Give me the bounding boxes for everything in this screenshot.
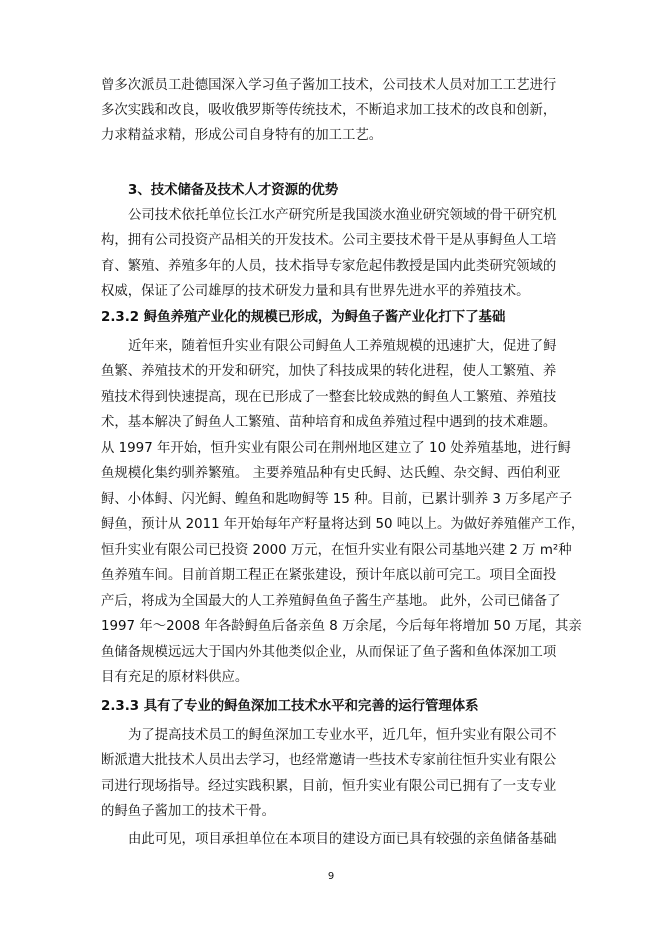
body-line: 鱼规模化集约驯养繁殖。 主要养殖品种有史氏鲟、达氏鳇、杂交鲟、西伯利亚 (101, 466, 561, 481)
body-line: 司进行现场指导。经过实践积累，目前，恒升实业有限公司已拥有了一支专业 (101, 779, 557, 794)
body-line: 由此可见，项目承担单位在本项目的建设方面已具有较强的亲鱼储备基础 (128, 832, 557, 847)
body-line: 殖技术得到快速提高，现在已形成了一整套比较成熟的鲟鱼人工繁殖、养殖技 (101, 390, 557, 405)
page-number: 9 (327, 871, 335, 882)
body-line: 公司技术依托单位长江水产研究所是我国淡水渔业研究领域的骨干研究机 (128, 208, 557, 223)
body-line: 多次实践和改良，吸收俄罗斯等传统技术，不断追求加工技术的改良和创新， (101, 103, 557, 118)
body-line: 术，基本解决了鲟鱼人工繁殖、苗种培育和成鱼养殖过程中遇到的技术难题。 (101, 415, 557, 430)
subsection-heading: 3、技术储备及技术人才资源的优势 (128, 183, 339, 198)
body-line: 1997 年～2008 年各龄鲟鱼后备亲鱼 8 万余尾，今后每年将增加 50 万尾，其亲 (101, 619, 582, 634)
body-line: 鱼储备规模远远大于国内外其他类似企业，从而保证了鱼子酱和鱼体深加工项 (101, 645, 557, 660)
body-line: 恒升实业有限公司已投资 2000 万元，在恒升实业有限公司基地兴建 2 万 m²种 (101, 543, 572, 558)
body-line: 鲟鱼，预计从 2011 年开始每年产籽量将达到 50 吨以上。为做好养殖催产工作， (101, 517, 585, 532)
section-heading-2-3-3: 2.3.3 具有了专业的鲟鱼深加工技术水平和完善的运行管理体系 (101, 699, 479, 714)
section-heading-2-3-2: 2.3.2 鲟鱼养殖产业化的规模已形成，为鲟鱼子酱产业化打下了基础 (101, 310, 506, 325)
body-line: 育、繁殖、养殖多年的人员，技术指导专家危起伟教授是国内此类研究领域的 (101, 259, 557, 274)
body-line: 鱼繁、养殖技术的开发和研究，加快了科技成果的转化进程，使人工繁殖、养 (101, 364, 557, 379)
body-line: 目有充足的原材料供应。 (101, 670, 249, 685)
body-line: 曾多次派员工赴德国深入学习鱼子酱加工技术，公司技术人员对加工工艺进行 (101, 78, 557, 93)
body-line: 断派遣大批技术人员出去学习，也经常邀请一些技术专家前往恒升实业有限公 (101, 753, 557, 768)
body-line: 权威，保证了公司雄厚的技术研发力量和具有世界先进水平的养殖技术。 (101, 284, 530, 299)
body-line: 近年来，随着恒升实业有限公司鲟鱼人工养殖规模的迅速扩大，促进了鲟 (128, 339, 557, 354)
body-line: 力求精益求精，形成公司自身特有的加工工艺。 (101, 128, 383, 143)
body-line: 产后，将成为全国最大的人工养殖鲟鱼鱼子酱生产基地。 此外，公司已储备了 (101, 594, 561, 609)
body-line: 为了提高技术员工的鲟鱼深加工专业水平，近几年，恒升实业有限公司不 (128, 728, 557, 743)
body-line: 构，拥有公司投资产品相关的开发技术。公司主要技术骨干是从事鲟鱼人工培 (101, 233, 557, 248)
body-line: 的鲟鱼子酱加工的技术干骨。 (101, 804, 276, 819)
body-line: 从 1997 年开始，恒升实业有限公司在荆州地区建立了 10 处养殖基地，进行鲟 (101, 441, 571, 456)
body-line: 鱼养殖车间。目前首期工程正在紧张建设，预计年底以前可完工。项目全面投 (101, 568, 557, 583)
body-line: 鲟、小体鲟、闪光鲟、鳇鱼和匙吻鲟等 15 种。目前，已累计驯养 3 万多尾产子 (101, 492, 573, 507)
